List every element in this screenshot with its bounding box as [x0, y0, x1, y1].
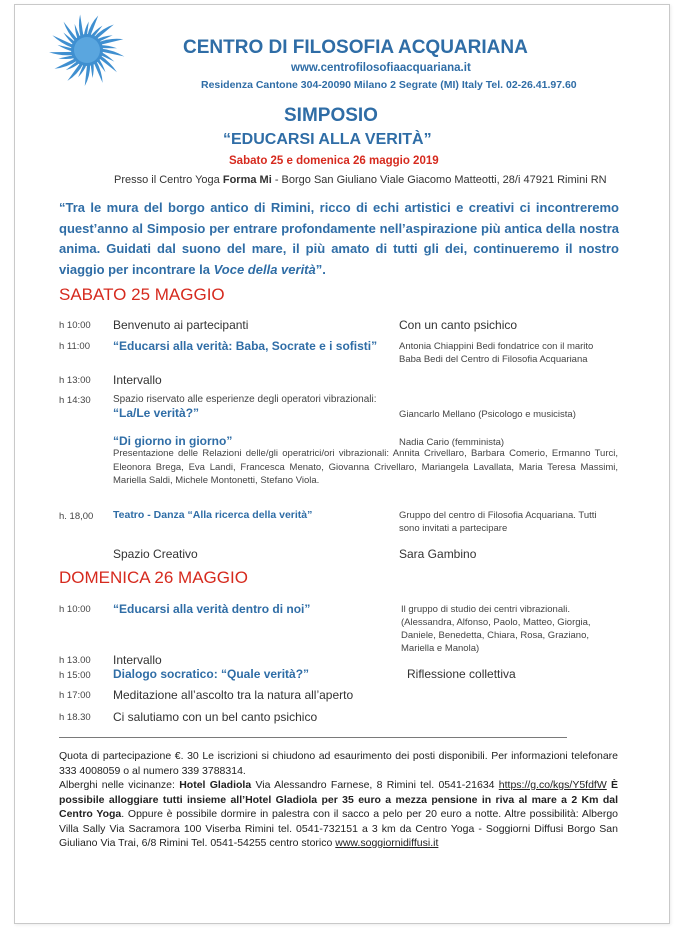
program-item: Spazio riservato alle esperienze degli operatori vibrazionali: [113, 394, 377, 405]
event-dates: Sabato 25 e domenica 26 maggio 2019 [229, 155, 439, 167]
hotel-offer: È possibile alloggiare tutti insieme all’Hotel Gladiola per 35 euro a mezza pensione in riva al mare a 2 Km dal Centro Yoga [59, 779, 619, 820]
program-item: “Educarsi alla verità dentro di noi” [113, 602, 311, 616]
website-text: www.centrofilosofiaacquariana.it [291, 62, 471, 74]
program-side-note: (Alessandra, Alfonso, Paolo, Matteo, Giorgia, [401, 617, 591, 628]
program-side-note: sono invitati a partecipare [399, 523, 508, 534]
presentation-paragraph: Presentazione delle Relazioni delle/gli operatrici/ori vibrazionali: Annita Crivellaro, Barbara Comerio, Ermanno Turci, Eleonora Brega, Eva Landi, Francesca Menato, Giovanna Crivellaro, Mariangela Lavallata, Maria Teresa Massimi, Mariella Saldi, Michele Montonetti, Stefano Viola. [113, 448, 618, 486]
program-side-note: Il gruppo di studio dei centri vibrazionali. [401, 604, 570, 615]
org-address: Residenza Cantone 304-20090 Milano 2 Segrate (MI) Italy Tel. 02-26.41.97.60 [201, 79, 577, 91]
intro-emphasis: Voce della verità [213, 261, 316, 277]
footer-fee-text: Quota di partecipazione €. 30 Le iscrizioni si chiudono ad esaurimento dei posti disponibili. Per informazioni telefonare 333 4008059 o al numero 339 3788314. [59, 750, 618, 777]
program-side-note: Baba Bedi del Centro di Filosofia Acquariana [399, 354, 588, 365]
program-side-note: Giancarlo Mellano (Psicologo e musicista) [399, 409, 576, 420]
hotel-address: Via Alessandro Farnese, 8 Rimini tel. 0541-21634 [251, 779, 499, 791]
program-side-note: Mariella e Manola) [401, 643, 480, 654]
program-item: Benvenuto ai partecipanti [113, 318, 249, 332]
program-item: Dialogo socratico: “Quale verità?” [113, 667, 310, 681]
program-item: Spazio Creativo [113, 547, 198, 561]
program-side-note: Daniele, Benedetta, Chiara, Rosa, Graziano, [401, 630, 589, 641]
hotel-name: Hotel Gladiola [179, 779, 252, 791]
program-item: Meditazione all’ascolto tra la natura all’aperto [113, 688, 354, 702]
program-subitem: “Di giorno in giorno” [113, 434, 233, 448]
program-item: Teatro - Danza “Alla ricerca della verità” [113, 509, 313, 521]
event-venue [114, 174, 607, 186]
soggiorni-link[interactable]: www.soggiornidiffusi.it [335, 837, 439, 849]
venue-name: Forma Mi [222, 174, 272, 186]
venue-suffix: - Borgo San Giuliano Viale Giacomo Matteotti, 28/i 47921 Rimini RN [271, 174, 607, 186]
program-item: Ci salutiamo con un bel canto psichico [113, 710, 318, 724]
org-name: CENTRO DI FILOSOFIA ACQUARIANA [183, 37, 528, 58]
time-label: h 17:00 [59, 690, 91, 701]
intro-end: ”. [315, 261, 326, 277]
sunday-heading: DOMENICA 26 MAGGIO [59, 568, 248, 587]
time-label: h 15:00 [59, 670, 91, 681]
program-side-note: Sara Gambino [399, 547, 477, 561]
program-item: Intervallo [113, 373, 162, 387]
time-label: h 10:00 [59, 320, 91, 331]
intro-text: “Tra le mura del borgo antico di Rimini, ricco di echi artistici e creativi ci incontreremo quest’anno al Simposio per entrare profondamente nell’aspirazione più antica della nostra anima. Guidati dal suono del mare, il più amato di tutti gli dei, continueremo il nostro viaggio per incontrare la [59, 200, 619, 277]
time-label: h. 18,00 [59, 511, 94, 522]
time-label: h 13.00 [59, 655, 91, 666]
event-title: SIMPOSIO [284, 105, 378, 126]
footer-hotels-text [59, 778, 618, 851]
intro-paragraph [59, 198, 619, 280]
hotels-label: Alberghi nelle vicinanze: [59, 779, 180, 791]
program-side-note: Con un canto psichico [399, 318, 518, 332]
other-options: . Oppure è possibile dormire in palestra con il sacco a pelo per 20 euro a notte. Altre possibilità: Albergo Villa Sally Via Sacramora 100 Viserba Rimini tel. 0541-732151 a 3 km da Centro Yoga - Soggiorni Diffusi Borgo San Giuliano Via Trai, 6/8 Rimini Tel. 0541-54255 centro storico [59, 808, 619, 849]
program-item: Intervallo [113, 653, 162, 667]
time-label: h 13:00 [59, 375, 91, 386]
time-label: h 11:00 [59, 341, 90, 352]
time-label: h 18.30 [59, 712, 91, 723]
footer-info [59, 749, 618, 851]
divider [59, 737, 567, 738]
saturday-heading: SABATO 25 MAGGIO [59, 285, 225, 304]
program-side-note: Antonia Chiappini Bedi fondatrice con il marito [399, 341, 594, 352]
program-side-note: Gruppo del centro di Filosofia Acquariana. Tutti [399, 510, 597, 521]
program-side-note: Nadia Cario (femminista) [399, 437, 505, 448]
time-label: h 14:30 [59, 395, 91, 406]
time-label: h 10:00 [59, 604, 91, 615]
sun-logo-icon [40, 10, 134, 90]
hotel-map-link[interactable]: https://g.co/kgs/Y5fdfW [498, 779, 607, 791]
venue-prefix: Presso il Centro Yoga [114, 174, 223, 186]
event-subtitle: “EDUCARSI ALLA VERITÀ” [223, 131, 432, 148]
program-subitem: “La/Le verità?” [113, 406, 200, 420]
program-side-note: Riflessione collettiva [407, 667, 516, 681]
program-item: “Educarsi alla verità: Baba, Socrate e i sofisti” [113, 339, 378, 353]
